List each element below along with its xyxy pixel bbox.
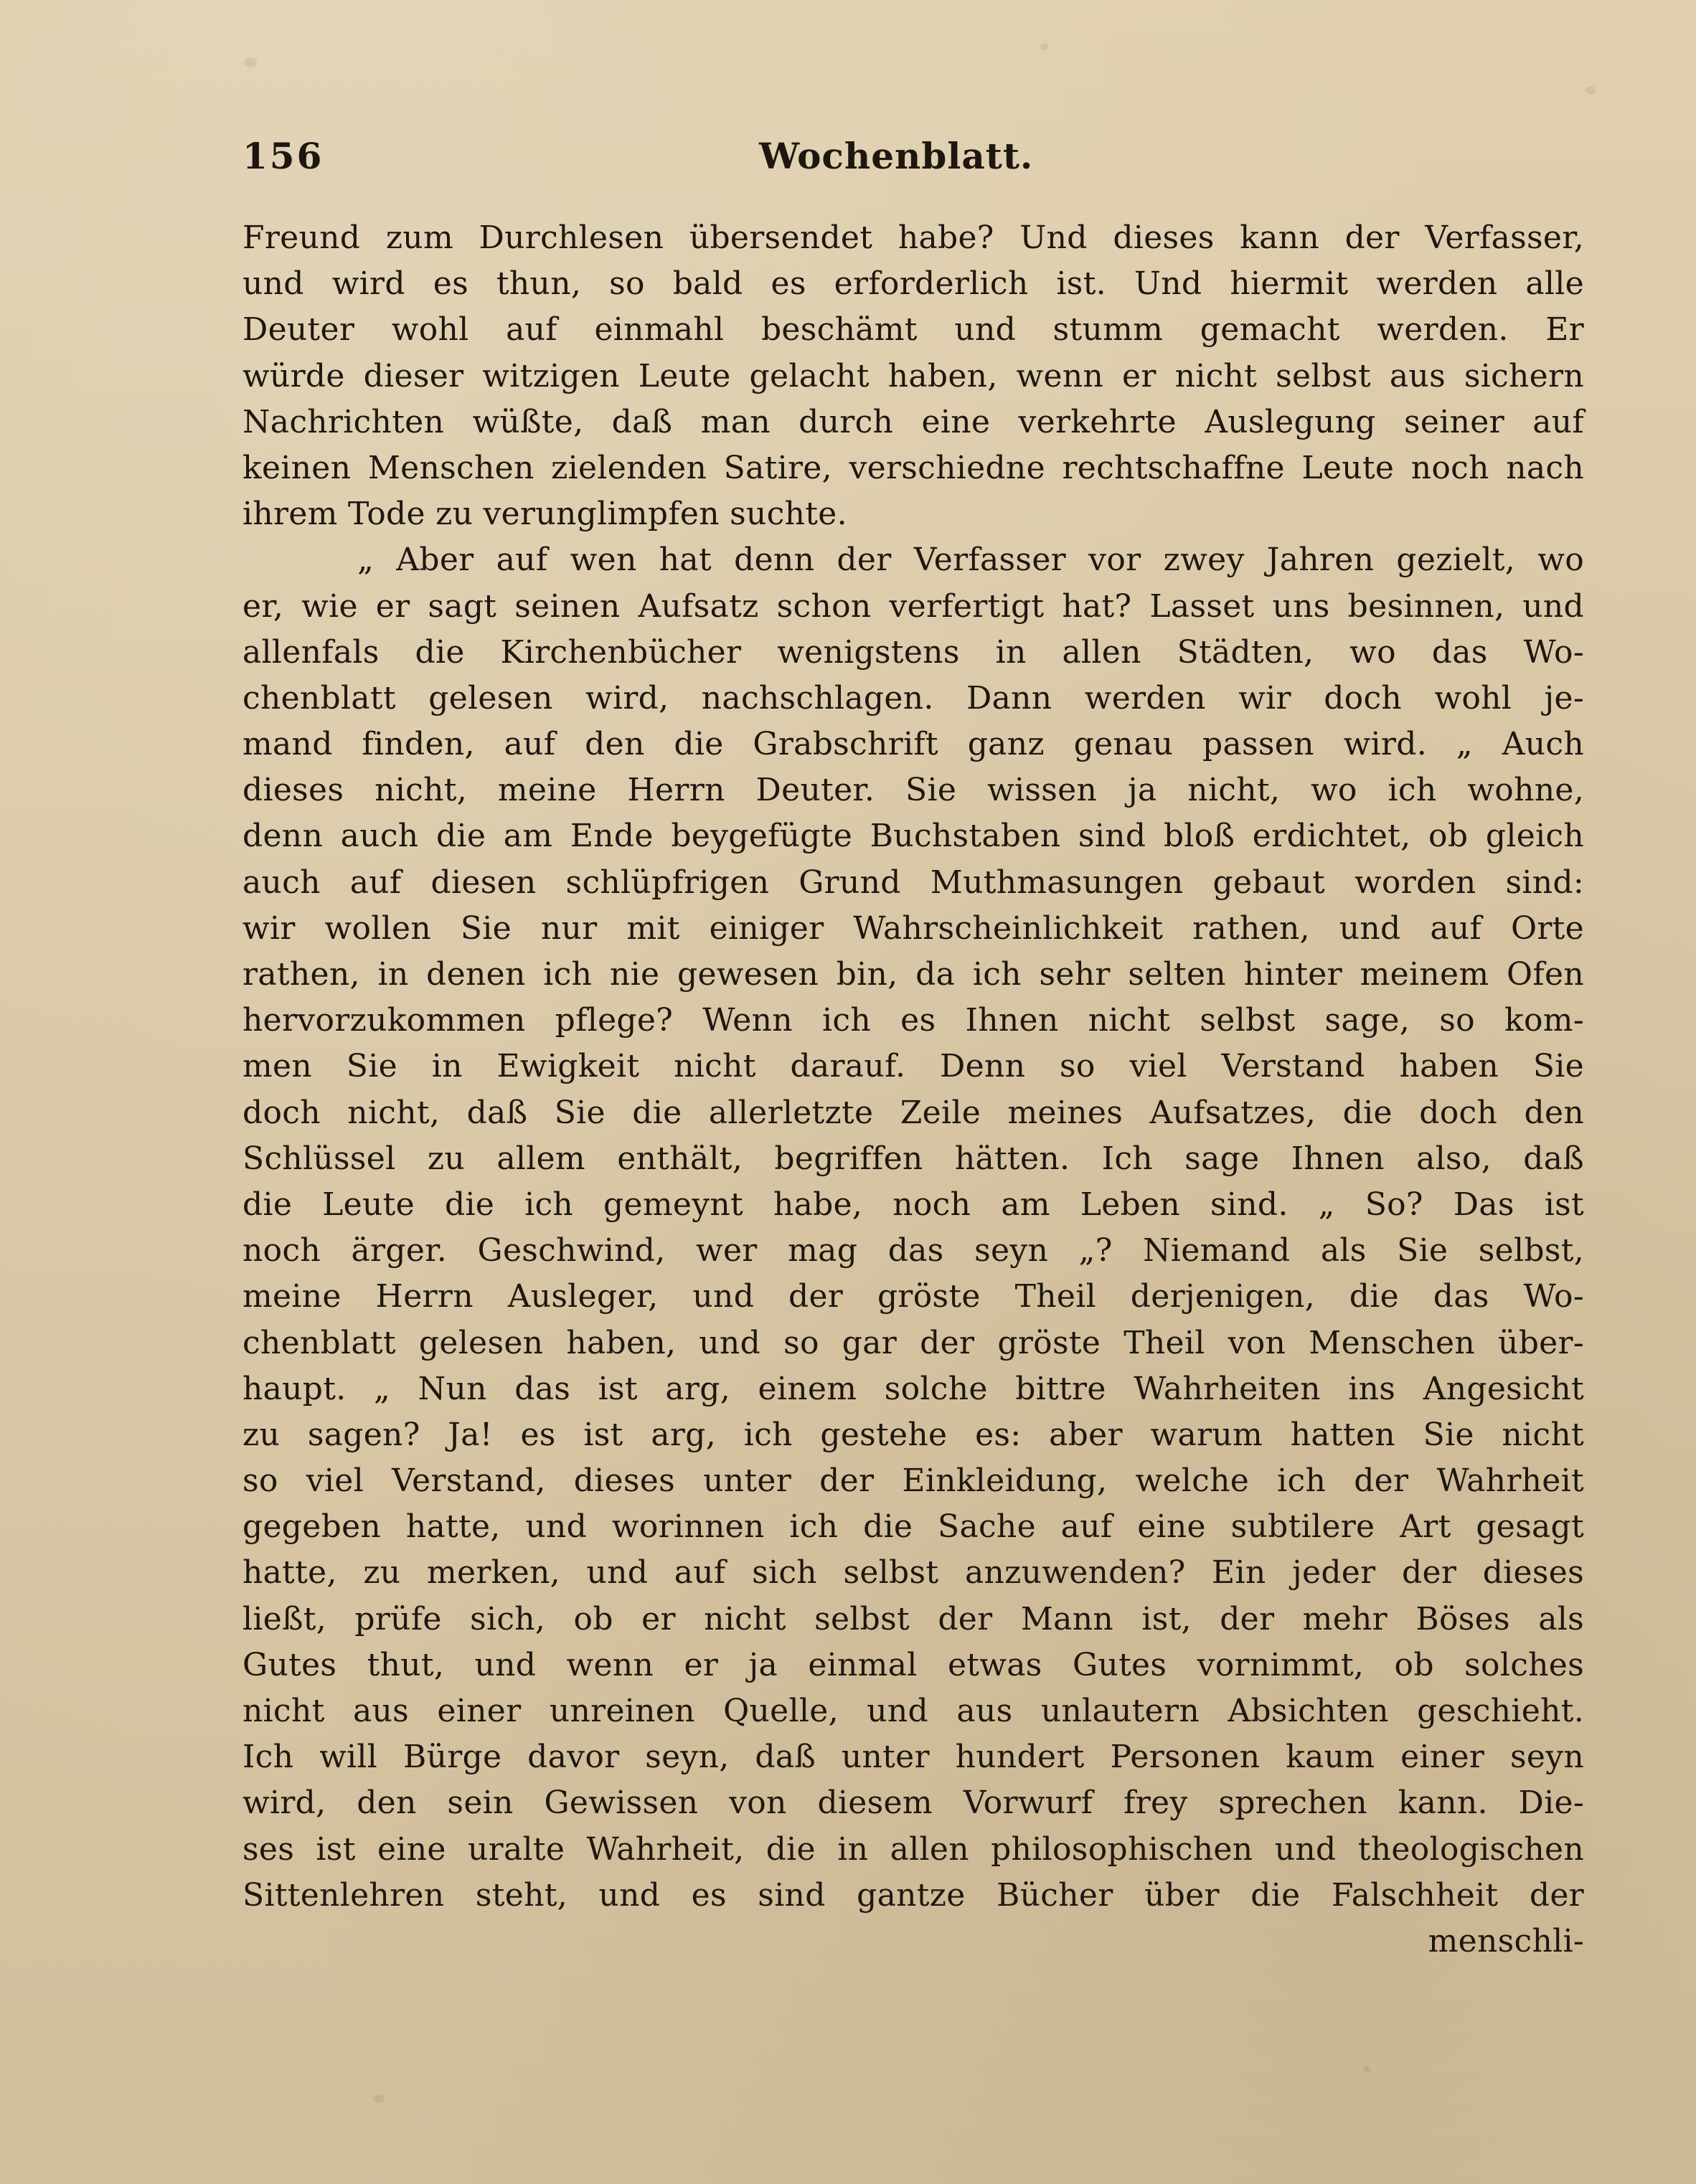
text-line: denn auch die am Ende beygefügte Buchstaben sind bloß erdichtet, ob gleich <box>242 818 1584 855</box>
text-line: hatte, zu merken, und auf sich selbst anzuwenden? Ein jeder der dieses <box>242 1554 1584 1592</box>
paper-stain <box>1363 2066 1370 2073</box>
text-line: dieses nicht, meine Herrn Deuter. Sie wissen ja nicht, wo ich wohne, <box>242 772 1584 809</box>
text-line: chenblatt gelesen wird, nachschlagen. Dann werden wir doch wohl je- <box>242 679 1584 717</box>
text-line: auch auf diesen schlüpfrigen Grund Muthmasungen gebaut worden sind: <box>242 864 1584 901</box>
page-header <box>242 135 1584 192</box>
text-line: Freund zum Durchlesen übersendet habe? Und dieses kann der Verfasser, <box>242 219 1584 256</box>
text-line: ließt, prüfe sich, ob er nicht selbst der Mann ist, der mehr Böses als <box>242 1600 1584 1637</box>
text-line: ihrem Tode zu verunglimpfen suchte. <box>242 496 847 533</box>
text-line: würde dieser witzigen Leute gelacht haben, wenn er nicht selbst aus sichern <box>242 357 1584 394</box>
text-line: nicht aus einer unreinen Quelle, und aus unlautern Absichten geschieht. <box>242 1693 1584 1729</box>
text-line: hervorzukommen pflege? Wenn ich es Ihnen nicht selbst sage, so kom- <box>242 1002 1584 1039</box>
text-line: chenblatt gelesen haben, und so gar der gröste Theil von Menschen über- <box>242 1324 1584 1361</box>
text-line: Gutes thut, und wenn er ja einmal etwas Gutes vornimmt, ob solches <box>242 1646 1584 1683</box>
text-line: haupt. „ Nun das ist arg, einem solche bittre Wahrheiten ins Angesicht <box>242 1370 1584 1407</box>
text-line: Deuter wohl auf einmahl beschämt und stumm gemacht werden. Er <box>242 311 1584 349</box>
text-line: die Leute die ich gemeynt habe, noch am Leben sind. „ So? Das ist <box>242 1186 1584 1223</box>
text-line: men Sie in Ewigkeit nicht darauf. Denn so viel Verstand haben Sie <box>242 1048 1584 1085</box>
text-line: zu sagen? Ja! es ist arg, ich gestehe es: aber warum hatten Sie nicht <box>242 1416 1584 1453</box>
text-line: keinen Menschen zielenden Satire, verschiedne rechtschaffne Leute noch nach <box>242 449 1584 486</box>
text-line: wird, den sein Gewissen von diesem Vorwurf frey sprechen kann. Die- <box>242 1784 1584 1822</box>
text-line: er, wie er sagt seinen Aufsatz schon verfertigt hat? Lasset uns besinnen, und <box>242 587 1584 625</box>
text-line: doch nicht, daß Sie die allerletzte Zeile meines Aufsatzes, die doch den <box>242 1094 1584 1131</box>
text-line: und wird es thun, so bald es erforderlich ist. Und hiermit werden alle <box>242 265 1584 303</box>
text-line: Nachrichten wüßte, daß man durch eine verkehrte Auslegung seiner auf <box>242 403 1584 440</box>
text-line: Sittenlehren steht, und es sind gantze Bücher über die Falschheit der <box>242 1876 1584 1914</box>
text-line: so viel Verstand, dieses unter der Einkleidung, welche ich der Wahrheit <box>242 1462 1584 1500</box>
text-line: wir wollen Sie nur mit einiger Wahrscheinlichkeit rathen, und auf Orte <box>242 909 1584 947</box>
text-line: Ich will Bürge davor seyn, daß unter hundert Personen kaum einer seyn <box>242 1739 1584 1776</box>
page-number: 156 <box>242 135 324 177</box>
paper-stain <box>373 2094 385 2103</box>
text-line: „ Aber auf wen hat denn der Verfasser vor zwey Jahren gezielt, wo <box>357 542 1584 579</box>
paper-stain <box>1586 86 1596 95</box>
paper-stain <box>244 57 257 67</box>
text-line: allenfals die Kirchenbücher wenigstens in allen Städten, wo das Wo- <box>242 633 1584 671</box>
text-line: gegeben hatte, und worinnen ich die Sache auf eine subtilere Art gesagt <box>242 1508 1584 1546</box>
text-line: noch ärger. Geschwind, wer mag das seyn „? Niemand als Sie selbst, <box>242 1232 1584 1270</box>
body-text <box>242 215 1584 1965</box>
catchword: menschli- <box>1428 1922 1584 1960</box>
text-line: Schlüssel zu allem enthält, begriffen hätten. Ich sage Ihnen also, daß <box>242 1140 1584 1177</box>
text-line: meine Herrn Ausleger, und der gröste Theil derjenigen, die das Wo- <box>242 1278 1584 1315</box>
text-line: ses ist eine uralte Wahrheit, die in allen philosophischen und theologischen <box>242 1830 1584 1868</box>
running-title: Wochenblatt. <box>759 135 1034 177</box>
text-line: mand finden, auf den die Grabschrift ganz genau passen wird. „ Auch <box>242 726 1584 763</box>
paper-stain <box>1040 43 1049 50</box>
text-line: rathen, in denen ich nie gewesen bin, da ich sehr selten hinter meinem Ofen <box>242 956 1584 993</box>
